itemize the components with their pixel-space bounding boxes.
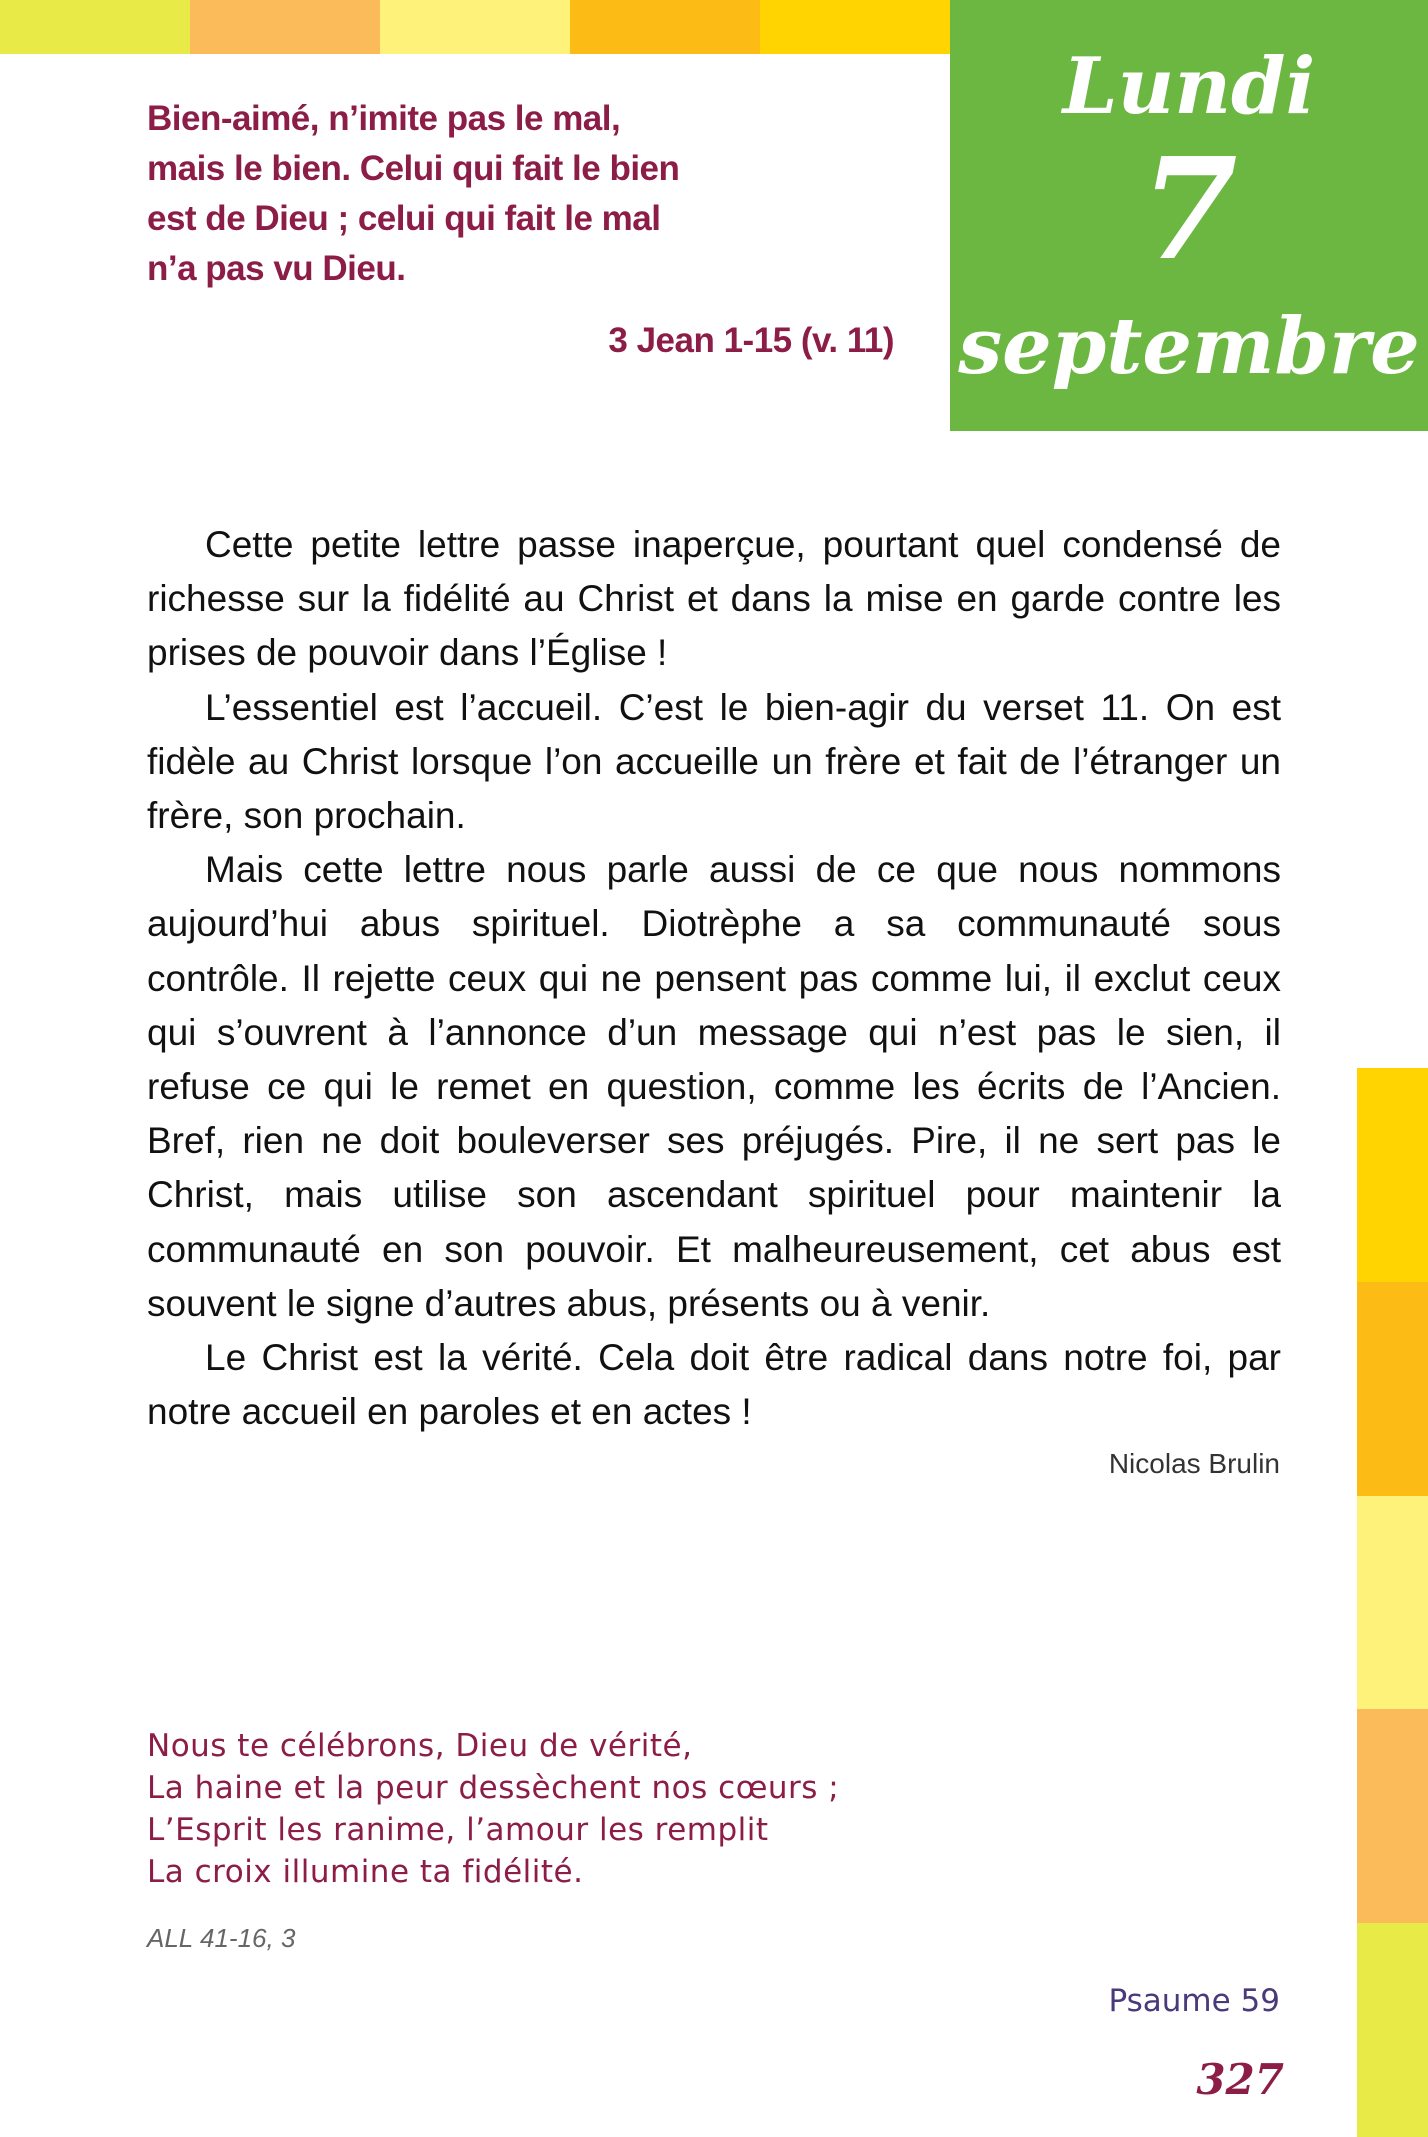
hymn-line: La croix illumine ta fidélité.	[147, 1854, 584, 1890]
meditation-text	[147, 518, 1281, 1439]
hymn-verse	[147, 1725, 907, 1893]
verse-line: mais le bien. Celui qui fait le bien	[147, 149, 680, 188]
side-stripe	[1357, 1709, 1428, 1923]
verse-line: n’a pas vu Dieu.	[147, 249, 406, 288]
side-stripe	[1357, 1068, 1428, 1282]
top-stripe	[570, 0, 760, 54]
paragraph: L’essentiel est l’accueil. C’est le bien-agir du verset 11. On est fidèle au Christ lorsque l’on accueille un frère et fait de l’étranger un frère, son prochain.	[147, 686, 1281, 837]
author-name: Nicolas Brulin	[1108, 1448, 1280, 1479]
verse-line: Bien-aimé, n’imite pas le mal,	[147, 99, 621, 138]
hymn-reference: ALL 41-16, 3	[147, 1923, 296, 1953]
date-box	[950, 0, 1428, 431]
hymn-line: L’Esprit les ranime, l’amour les remplit	[147, 1812, 769, 1848]
hymn-line: Nous te célébrons, Dieu de vérité,	[147, 1728, 693, 1764]
top-stripe	[0, 0, 190, 54]
side-color-stripes	[1357, 1068, 1428, 2137]
side-stripe	[1357, 1282, 1428, 1496]
paragraph: Mais cette lettre nous parle aussi de ce que nous nommons aujourd’hui abus spirituel. Diotrèphe a sa communauté sous contrôle. Il rejette ceux qui ne pensent pas comme lui, il exclut ceux qui s’ouvrent à l’annonce d’un message qui n’est pas le sien, il refuse ce qui le remet en question, comme les écrits de l’Ancien. Bref, rien ne doit bouleverser ses préjugés. Pire, il ne sert pas le Christ, mais utilise son ascendant spirituel pour maintenir la communauté en son pouvoir. Et malheureusement, cet abus est souvent le signe d’autres abus, présents ou à venir.	[147, 849, 1281, 1324]
paragraph: Cette petite lettre passe inaperçue, pourtant quel condensé de richesse sur la fidélité au Christ et dans la mise en garde contre les prises de pouvoir dans l’Église !	[147, 524, 1281, 674]
date-month: septembre	[958, 301, 1420, 392]
top-stripe	[760, 0, 950, 54]
top-color-stripes	[0, 0, 950, 54]
top-stripe	[380, 0, 570, 54]
side-stripe	[1357, 1496, 1428, 1710]
paragraph: Le Christ est la vérité. Cela doit être radical dans notre foi, par notre accueil en paroles et en actes !	[147, 1337, 1281, 1433]
verse-quote	[147, 94, 767, 294]
hymn-line: La haine et la peur dessèchent nos cœurs ;	[147, 1770, 840, 1806]
date-number: 7	[1140, 128, 1238, 292]
page-number: 327	[1196, 2055, 1284, 2104]
date-day: Lundi	[1062, 41, 1316, 132]
top-stripe	[190, 0, 380, 54]
verse-line: est de Dieu ; celui qui fait le mal	[147, 199, 661, 238]
side-stripe	[1357, 1923, 1428, 2137]
verse-reference: 3 Jean 1-15 (v. 11)	[608, 321, 894, 360]
psalm-reference: Psaume 59	[1108, 1983, 1280, 2019]
